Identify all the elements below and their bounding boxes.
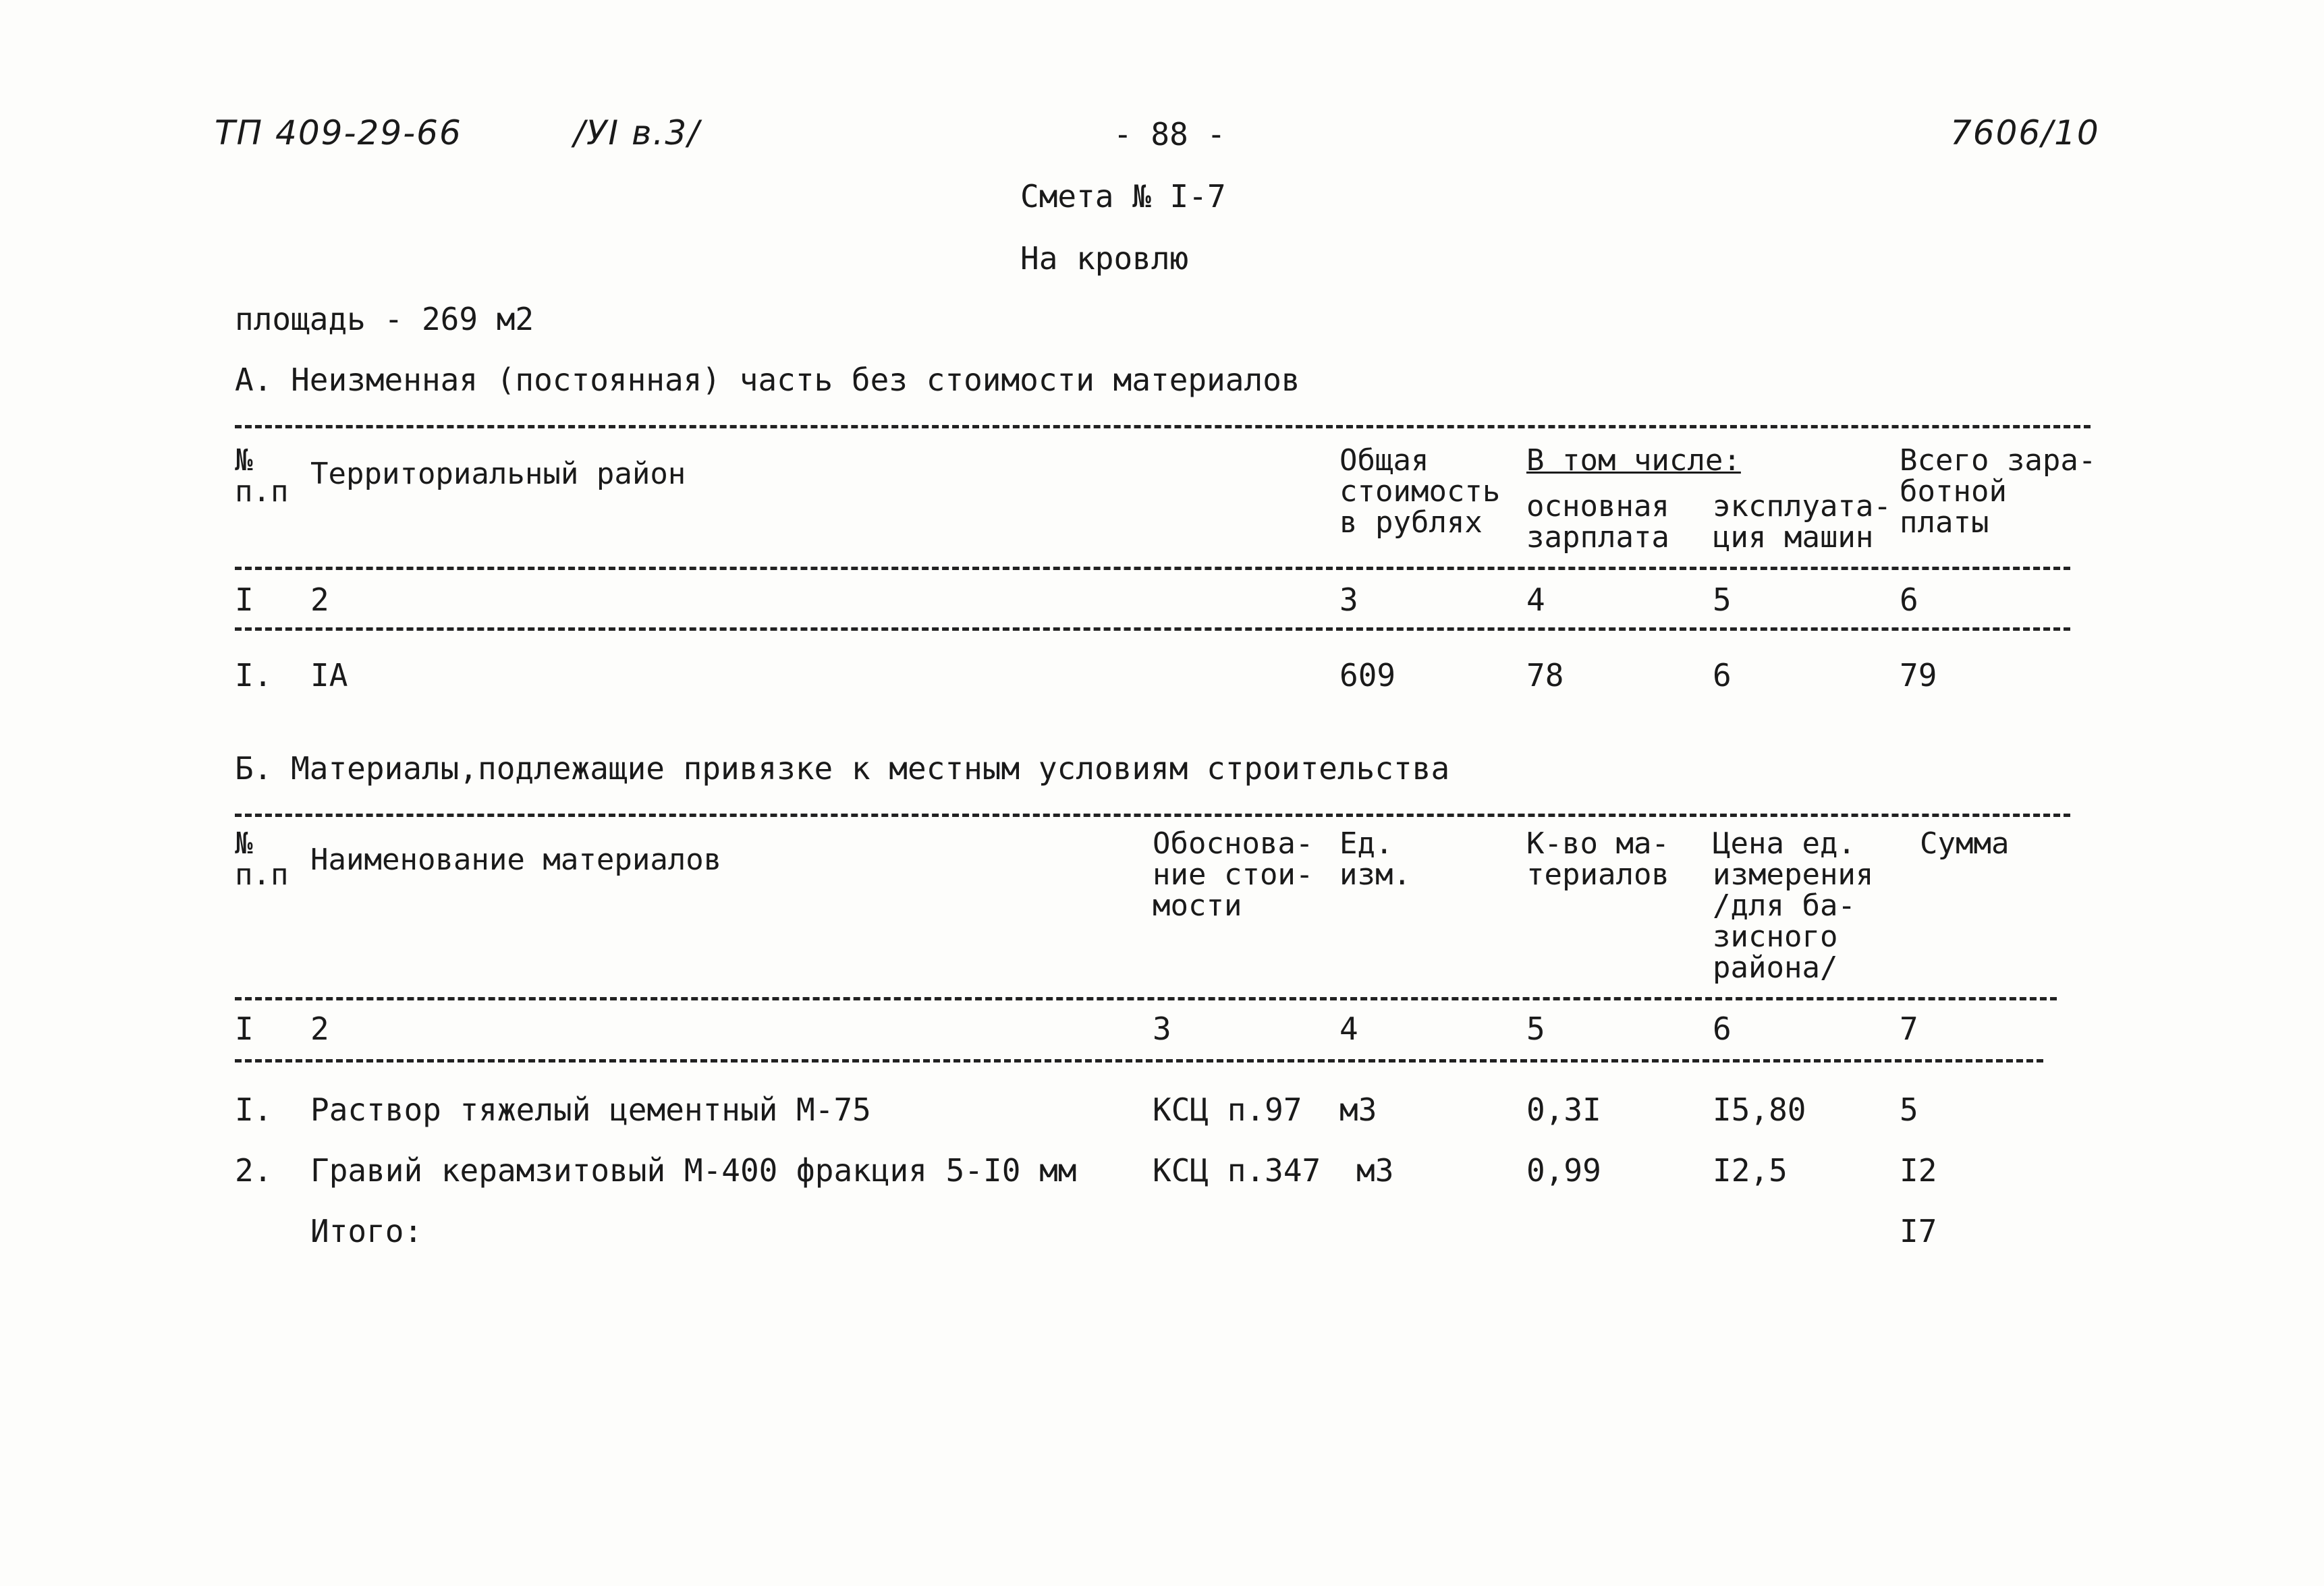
row-sum: 5: [1900, 1092, 1918, 1128]
col-header-sum: Сумма: [1920, 826, 2010, 861]
col-header-including: В том числе:: [1526, 443, 1741, 478]
col-number: 7: [1900, 1011, 1918, 1047]
col-number: 3: [1153, 1011, 1171, 1047]
total-sum: I7: [1900, 1213, 1937, 1249]
col-number: 3: [1339, 582, 1358, 618]
col-number: 4: [1339, 1011, 1358, 1047]
col-header-machines: эксплуата- ция машин: [1713, 489, 1891, 555]
col-header-unit: Ед. изм.: [1339, 826, 1411, 892]
col-header-unit-price: Цена ед. измерения /для ба- зисного района/: [1713, 826, 1874, 985]
row-num: I.: [235, 1092, 273, 1128]
row-sum: I2: [1900, 1152, 1937, 1189]
area-label: площадь - 269 м2: [235, 301, 534, 337]
row-num: I.: [235, 657, 273, 693]
col-header-basic-salary: основная зарплата: [1526, 489, 1669, 555]
section-b-title: Б. Материалы,подлежащие привязке к местным условиям строительства: [235, 750, 1450, 787]
divider: [235, 425, 2091, 428]
col-number: I: [235, 1011, 254, 1047]
row-cost-basis: КСЦ п.347: [1153, 1152, 1321, 1189]
row-total-salary: 79: [1900, 657, 1937, 693]
row-district: IА: [310, 657, 348, 693]
row-material-name: Гравий керамзитовый М-400 фракция 5-I0 мм: [310, 1152, 1077, 1189]
row-unit-price: I5,80: [1713, 1092, 1806, 1128]
inventory-number: 7606/10: [1950, 113, 2100, 152]
divider: [235, 997, 2057, 1000]
col-header-quantity: К-во ма- териалов: [1526, 826, 1669, 892]
row-unit: м3: [1356, 1152, 1394, 1189]
row-num: 2.: [235, 1152, 273, 1189]
col-header-total-salary: Всего зара- ботной платы: [1900, 443, 2097, 540]
col-header-num: № п.п: [235, 443, 289, 509]
col-header-cost-basis: Обоснова- ние стои- мости: [1153, 826, 1314, 923]
row-basic-salary: 78: [1526, 657, 1564, 693]
document-code: ТП 409-29-66: [215, 113, 462, 152]
row-quantity: 0,3I: [1526, 1092, 1601, 1128]
col-header-material-name: Наименование материалов: [310, 843, 722, 877]
col-number: 2: [310, 1011, 329, 1047]
col-number: 5: [1526, 1011, 1545, 1047]
row-unit: м3: [1339, 1092, 1377, 1128]
row-unit-price: I2,5: [1713, 1152, 1788, 1189]
page-number: - 88 -: [1113, 116, 1226, 152]
col-number: 6: [1900, 582, 1918, 618]
col-header-district: Территориальный район: [310, 457, 686, 491]
col-number: 2: [310, 582, 329, 618]
col-number: 6: [1713, 1011, 1732, 1047]
col-header-num: № п.п: [235, 826, 289, 892]
estimate-title: Смета № I-7: [1020, 178, 1226, 215]
divider: [235, 567, 2070, 570]
col-number: I: [235, 582, 254, 618]
volume-label: /УI в.3/: [574, 113, 700, 152]
section-a-title: А. Неизменная (постоянная) часть без стоимости материалов: [235, 362, 1300, 398]
row-cost-basis: КСЦ п.97: [1153, 1092, 1302, 1128]
divider: [235, 1059, 2043, 1063]
row-machines: 6: [1713, 657, 1732, 693]
estimate-subtitle: На кровлю: [1020, 240, 1189, 277]
divider: [235, 814, 2070, 817]
col-number: 4: [1526, 582, 1545, 618]
row-total-cost: 609: [1339, 657, 1396, 693]
col-header-total-cost: Общая стоимость в рублях: [1339, 443, 1501, 540]
total-label: Итого:: [310, 1213, 423, 1249]
col-number: 5: [1713, 582, 1732, 618]
divider: [235, 627, 2070, 631]
row-quantity: 0,99: [1526, 1152, 1601, 1189]
row-material-name: Раствор тяжелый цементный М-75: [310, 1092, 871, 1128]
